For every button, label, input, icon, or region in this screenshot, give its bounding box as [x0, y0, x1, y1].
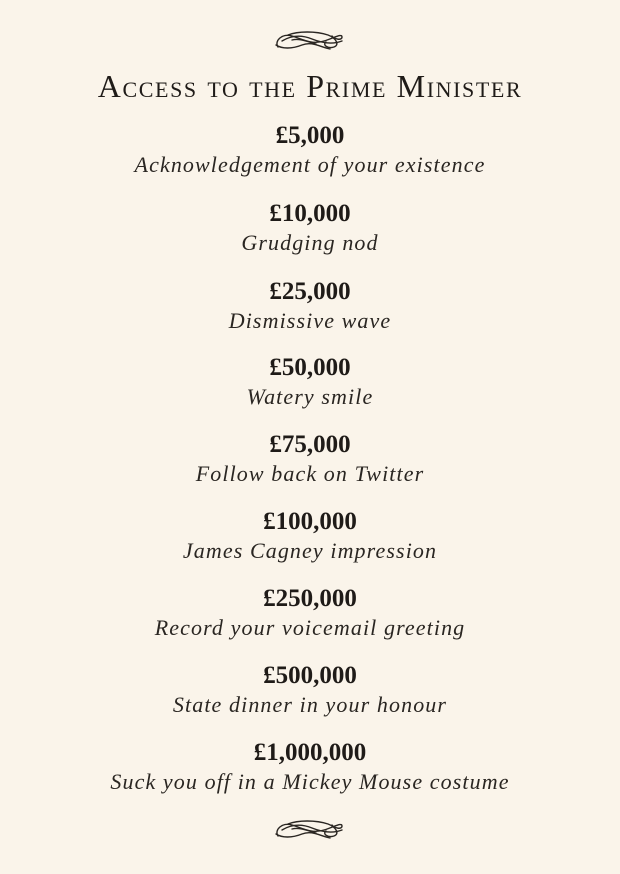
tier-price: £500,000	[263, 662, 357, 689]
bottom-flourish-icon	[272, 816, 348, 844]
top-flourish-icon	[272, 27, 348, 55]
tier-perk: Dismissive wave	[228, 308, 392, 333]
tier-75000	[0, 431, 620, 487]
tier-250000	[0, 585, 620, 641]
tier-perk: Watery smile	[246, 384, 374, 409]
tier-price: £50,000	[269, 354, 351, 381]
tier-1000000	[0, 739, 620, 795]
tier-price: £75,000	[269, 431, 351, 458]
tier-10000	[0, 200, 620, 256]
tier-price: £5,000	[275, 122, 345, 149]
tier-perk: State dinner in your honour	[172, 692, 448, 717]
tier-perk: James Cagney impression	[182, 538, 438, 563]
tier-100000	[0, 508, 620, 564]
tier-500000	[0, 662, 620, 718]
tier-50000	[0, 354, 620, 410]
tier-price: £100,000	[263, 508, 357, 535]
tier-price: £10,000	[269, 200, 351, 227]
page-title: Access to the Prime Minister	[97, 68, 523, 104]
tier-25000	[0, 278, 620, 334]
tier-price: £25,000	[269, 278, 351, 305]
tier-perk: Follow back on Twitter	[195, 461, 425, 486]
tier-price: £250,000	[263, 585, 357, 612]
tier-perk: Record your voicemail greeting	[154, 615, 466, 640]
tier-perk: Grudging nod	[241, 230, 379, 255]
tier-perk: Acknowledgement of your existence	[134, 152, 486, 177]
tier-perk: Suck you off in a Mickey Mouse costume	[110, 769, 510, 794]
tier-5000	[0, 122, 620, 178]
tier-price: £1,000,000	[253, 739, 367, 766]
